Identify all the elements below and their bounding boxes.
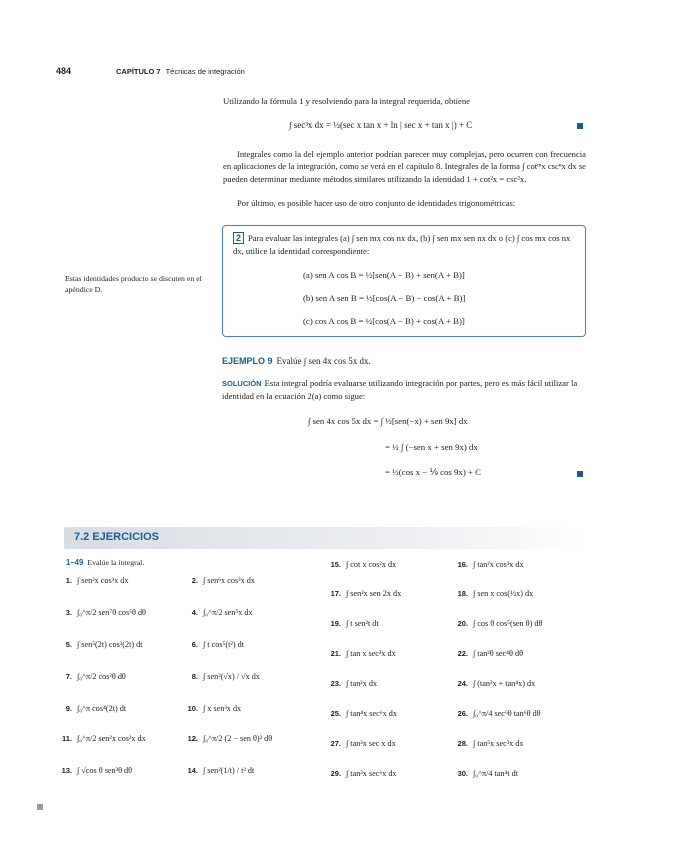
product-identities-box [222, 225, 586, 337]
exercise-item: 3. ∫₀^π/2 sen⁷θ cos⁵θ dθ [65, 608, 146, 617]
exercise-item: 13. ∫ √cos θ sen³θ dθ [61, 766, 133, 775]
exercise-item: 26. ∫₀^π/4 sec⁶θ tan⁶θ dθ [457, 709, 541, 718]
exercise-item: 23. ∫ tan²x dx [330, 679, 378, 688]
identity-c: (c) cos A cos B = ½[cos(A − B) + cos(A + B)] [303, 316, 465, 326]
exercise-item: 1. ∫ sen²x cos³x dx [65, 576, 129, 585]
exercise-item: 20. ∫ cos θ cos⁵(sen θ) dθ [457, 619, 543, 628]
page-corner-mark [37, 804, 43, 810]
solution-step-1: ∫ sen 4x cos 5x dx = ∫ ½[sen(−x) + sen 9x] dx [308, 416, 468, 426]
end-of-proof-mark [577, 123, 583, 129]
exercises-section-header [64, 527, 586, 549]
example-heading [222, 356, 371, 366]
box-intro [233, 232, 573, 257]
solution-label: SOLUCIÓN [222, 379, 262, 388]
exercise-item: 24. ∫ (tan²x + tan⁴x) dx [457, 679, 536, 688]
chapter-label: CAPÍTULO 7 [116, 67, 161, 76]
exercise-item: 28. ∫ tan⁵x sec³x dx [457, 739, 524, 748]
cotangent-paragraph: Integrales como la del ejemplo anterior podrían parecer muy complejas, pero ocurren con frecuencia en aplicaciones de la integración, como se verá en el capítulo 8. Integrales de la forma ∫ cotᵐx cscⁿx dx se pueden determinar mediante métodos similares utilizando la identidad 1 + cot²x = csc²x. [223, 149, 586, 184]
running-header [116, 67, 245, 76]
exercise-item: 27. ∫ tan³x sec x dx [330, 739, 396, 748]
exercise-instruction-text: Evalúe la integral. [87, 558, 145, 567]
solution-step-2: = ½ ∫ (−sen x + sen 9x) dx [385, 442, 478, 452]
secant-formula: ∫ sec³x dx = ½(sec x tan x + ln | sec x + tan x |) + C [289, 120, 473, 130]
identity-a: (a) sen A cos B = ½[sen(A − B) + sen(A + B)] [303, 270, 465, 280]
end-of-solution-mark [577, 471, 583, 477]
example-label: EJEMPLO 9 [222, 356, 273, 366]
identities-lead-paragraph: Por último, es posible hacer uso de otro conjunto de identidades trigonométricas: [237, 198, 516, 208]
box-number: 2 [233, 232, 244, 244]
exercise-item: 10. ∫ x sen³x dx [187, 704, 242, 713]
exercise-item: 5. ∫ sen⁵(2t) cos²(2t) dt [65, 640, 143, 649]
intro-paragraph: Utilizando la fórmula 1 y resolviendo para la integral requerida, obtiene [223, 96, 470, 106]
exercise-item: 15. ∫ cot x cos²x dx [330, 560, 397, 569]
exercise-item: 11. ∫₀^π/2 sen²x cos²x dx [61, 734, 146, 743]
box-intro-text: Para evaluar las integrales (a) ∫ sen mx cos nx dx, (b) ∫ sen mx sen nx dx o (c) ∫ cos mx cos nx dx, utilice la identidad correspondiente: [233, 233, 571, 256]
exercise-item: 22. ∫ tan²θ sec⁴θ dθ [457, 649, 524, 658]
exercise-range: 1–49 [66, 558, 84, 567]
exercise-item: 30. ∫₀^π/4 tan⁴t dt [457, 769, 519, 778]
solution-text: Esta integral podría evaluarse utilizando integración por partes, pero es más fácil utilizar la identidad en la ecuación 2(a) como sigue: [222, 378, 578, 402]
exercise-item: 4. ∫₀^π/2 sen⁵x dx [191, 608, 253, 617]
exercise-item: 7. ∫₀^π/2 cos²θ dθ [65, 672, 126, 681]
exercise-item: 6. ∫ t cos⁵(t²) dt [191, 640, 244, 649]
exercise-item: 25. ∫ tan⁴x sec⁶x dx [330, 709, 397, 718]
margin-note: Estas identidades producto se discuten en el apéndice D. [65, 274, 202, 294]
exercise-instruction [66, 558, 144, 567]
exercise-item: 9. ∫₀^π cos⁴(2t) dt [65, 704, 127, 713]
exercise-item: 16. ∫ tan²x cos³x dx [457, 560, 524, 569]
exercise-item: 19. ∫ t sen²t dt [330, 619, 379, 628]
exercise-item: 14. ∫ sen²(1/t) / t² dt [187, 766, 255, 775]
exercise-item: 21. ∫ tan x sec³x dx [330, 649, 396, 658]
chapter-title: Técnicas de integración [165, 67, 245, 76]
exercise-item: 2. ∫ sen⁶x cos³x dx [191, 576, 255, 585]
section-title: 7.2 EJERCICIOS [74, 531, 159, 543]
exercise-item: 18. ∫ sen x cos(½x) dx [457, 589, 534, 598]
example-statement: Evalúe ∫ sen 4x cos 5x dx. [276, 356, 371, 366]
solution-step-3: = ½(cos x − ⅑ cos 9x) + C [385, 467, 481, 477]
page-number: 484 [56, 66, 72, 76]
exercise-item: 17. ∫ sen²x sen 2x dx [330, 589, 402, 598]
exercise-item: 29. ∫ tan³x sec⁶x dx [330, 769, 397, 778]
exercise-item: 8. ∫ sen²(√x) / √x dx [191, 672, 260, 681]
exercise-item: 12. ∫₀^π/2 (2 − sen θ)² dθ [187, 734, 273, 743]
identity-b: (b) sen A sen B = ½[cos(A − B) − cos(A + B)] [303, 293, 466, 303]
solution-paragraph [222, 377, 584, 403]
